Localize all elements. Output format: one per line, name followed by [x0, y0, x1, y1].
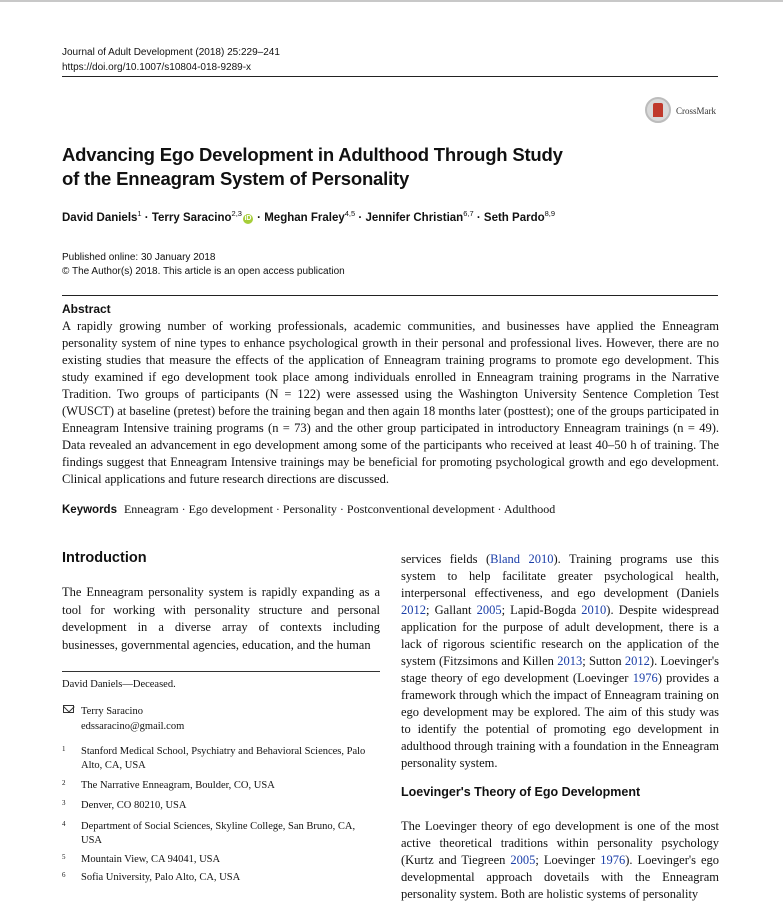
citation-link[interactable]: 2012 [624, 654, 650, 668]
crossmark-label: CrossMark [676, 106, 716, 116]
citation-link[interactable]: 1976 [632, 671, 658, 685]
author-name[interactable]: David Daniels [62, 212, 138, 224]
citation-link[interactable]: 1976 [600, 853, 626, 867]
abstract-heading: Abstract [62, 302, 111, 316]
journal-header [62, 45, 280, 75]
abstract-text: A rapidly growing number of working professionals, academic communities, and businesses have applied the Enneagram personality system of nine types to enhance psychological growth in their personal and professional lives. However, there are no existing studies that measure the effects of the application of Enneagram training programs to promote ego development. This study examined if ego development took place among individuals enrolled in Enneagram training programs in the Narrative Tradition. Two groups of participants (N = 122) were assessed using the Washington University Sentence Completion Test (WUSCT) at baseline (pretest) before the training began and then again 18 months later (posttest); one of the groups participated in Enneagram Intensive training programs (n = 73) and the other group participated in introductory Enneagram trainings (n = 49). Data revealed an advancement in ego development among some of the participants who received at least 40–50 h of training. The findings suggest that Enneagram Intensive trainings may be beneficial for promoting psychological growth and ego development. Clinical applications and future research directions are discussed. [62, 319, 719, 486]
crossmark-badge[interactable] [645, 97, 725, 129]
loevinger-heading: Loevinger's Theory of Ego Development [401, 785, 641, 799]
citation-link[interactable]: 2013 [557, 654, 583, 668]
deceased-note: David Daniels—Deceased. [62, 679, 176, 690]
citation-link[interactable]: 2010 [581, 603, 607, 617]
keywords-list: Enneagram · Ego development · Personality · Postconventional development · Adulthood [123, 502, 556, 516]
loevinger-text: The Loevinger theory of ego development is one of the most active theoretical traditions within personality psychology (Kurtz and Tiegreen 2005; Loevinger 1976). Loevinger's ego developmental approach dovetails with the Enneagram personality system. Both are holistic systems of personality [401, 819, 720, 901]
introduction-right-text: services fields (Bland 2010). Training programs use this system to help facilitate greater psychological health, interpersonal effectiveness, and ego development (Daniels 2012; Gallant 2005; Lapid-Bogda 2010). Despite widespread application for the purpose of adult development, there is a lack of rigorous scientific research on the application of the system (Fitzsimons and Killen 2013; Sutton 2012). Loevinger's stage theory of ego development (Loevinger 1976) provides a framework through which the impact of Enneagram training on ego development may be explored. The aim of this study was to identify the potential of promoting ego development in adulthood through training with a foundation in the Enneagram personality system. [401, 552, 719, 770]
citation-link[interactable]: 2012 [401, 603, 426, 617]
author-name[interactable]: Seth Pardo [483, 212, 545, 224]
author-name[interactable]: Meghan Fraley [264, 212, 345, 224]
journal-citation: Journal of Adult Development (2018) 25:229–241 [62, 47, 280, 58]
author-list: David Daniels$^1$ · Terry Saracino$^{2,3}$iD · Meghan Fraley$^{4,5}$ · Jennifer Christian$^{6,7}$ · Seth Pardo$^{8,9}$ [62, 209, 556, 224]
article-title: Advancing Ego Development in Adulthood Through Study of the Enneagram System of Personality [62, 144, 563, 189]
keywords-label: Keywords [62, 504, 117, 516]
footnote-rule [62, 671, 380, 672]
keywords [62, 502, 555, 517]
corresponding-email[interactable]: edssaracino@gmail.com [81, 721, 185, 732]
orcid-icon[interactable]: iD [244, 215, 252, 222]
citation-link[interactable]: 2005 [510, 853, 536, 867]
author-name[interactable]: Terry Saracino [151, 212, 232, 224]
crossmark-icon [645, 97, 671, 123]
page-top-border [0, 0, 783, 2]
citation-link[interactable]: Bland 2010 [490, 552, 554, 566]
doi-link[interactable]: https://doi.org/10.1007/s10804-018-9289-x [62, 62, 252, 73]
publication-info [62, 251, 345, 279]
citation-link[interactable]: 2005 [476, 603, 502, 617]
published-date: Published online: 30 January 2018 [62, 252, 216, 263]
corresponding-author [81, 704, 184, 734]
author-name[interactable]: Jennifer Christian [365, 212, 464, 224]
copyright-note: © The Author(s) 2018. This article is an open access publication [62, 266, 345, 277]
corresponding-name: Terry Saracino [81, 706, 143, 717]
envelope-icon [63, 705, 74, 713]
introduction-heading: Introduction [62, 550, 147, 566]
introduction-left-text: The Enneagram personality system is rapidly expanding as a tool for working with personality structure and personal development in a diverse array of contexts including businesses, governmental agencies, education, and the human [62, 585, 380, 652]
abstract-rule [62, 295, 718, 296]
header-rule [62, 76, 718, 77]
